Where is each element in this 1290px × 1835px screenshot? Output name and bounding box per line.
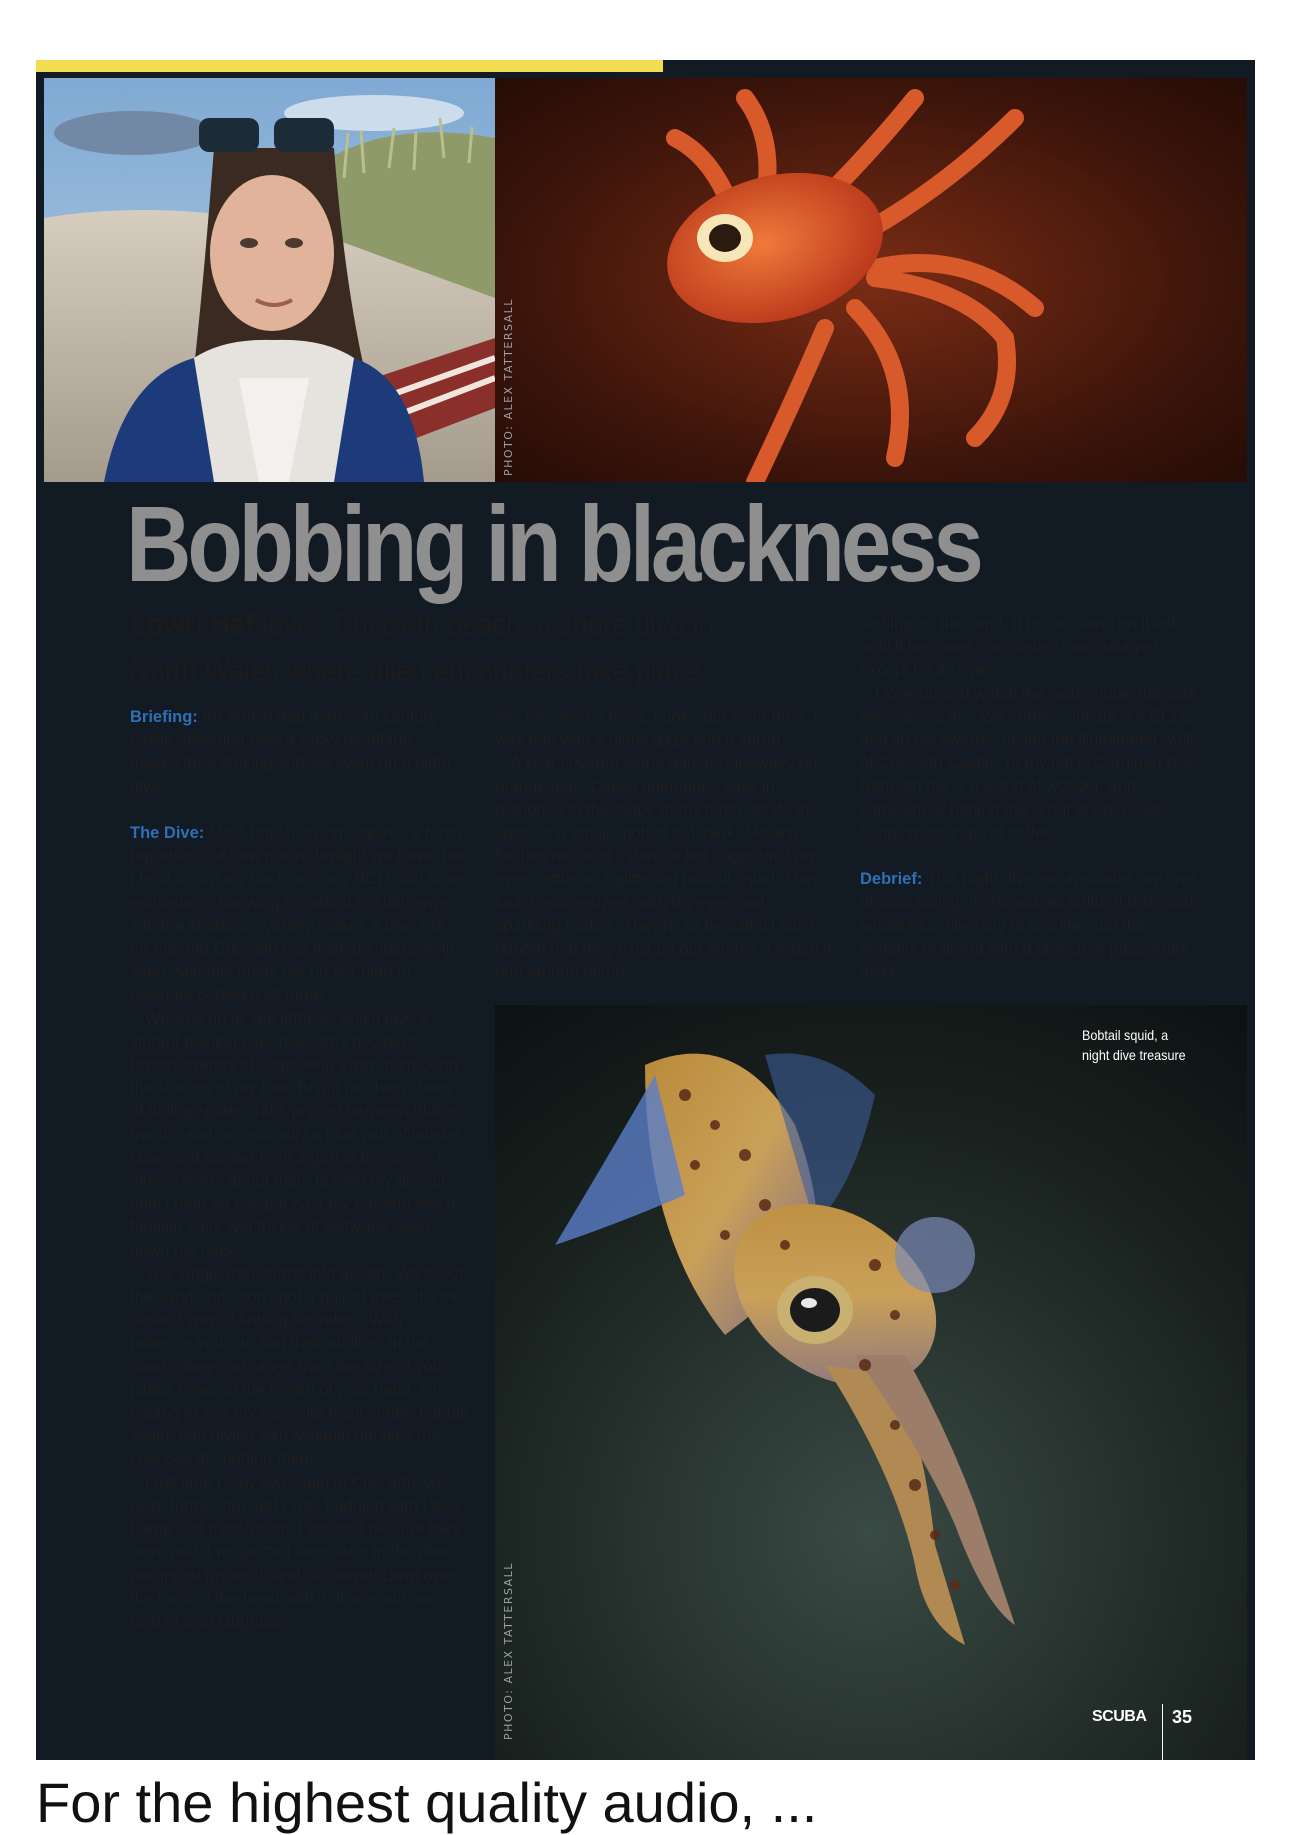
dive-paragraph-1	[130, 822, 468, 1008]
bobtail-squid-photo	[495, 1005, 1247, 1760]
dive-text-1: Most British diving requires a torch regardless of how much daylight we have, but I tend to clip my torch onto my BCD with more enthusiasm knowing I'm about to submerge into the shadows. Variety makes a dive site for me and Criccieth has it all: boulders, kelp, sand. Melanie briefs me on her plan to navigate between all three.	[130, 824, 466, 1005]
body-column-2	[495, 706, 833, 984]
caption-line-2: night dive treasure	[1082, 1047, 1186, 1063]
caption-line-1: Bobtail squid, a	[1082, 1027, 1169, 1043]
dive-paragraph-2: We sink on to sea lettuce, which lays a vibrant blanket over blue-grey boulders. Brown strands of sugar kelp sway, mimicking the strands of my hair. Bright pinching claws of hiding spider crabs pop up between ribbon fronds, and occasionally a blue pair of lobster claws will appear from a gap in the crags. I almost worry about them tearing my drysuit, until I hear air escape past my ear and feel a familiar cold, wet trickle of saltwater seep down my neck.	[130, 1009, 462, 1260]
author-name: Lowri Haf	[130, 606, 255, 641]
headline: Bobbing in blackness	[126, 483, 980, 604]
page-number: 35	[1172, 1707, 1193, 1727]
standfirst-text: loves Criccieth beach, a shore dive in North Wales where alien encounters take place	[130, 606, 714, 688]
dive-label: The Dive:	[130, 824, 205, 842]
standfirst	[130, 600, 746, 694]
debrief-paragraph	[860, 868, 1205, 984]
briefing-paragraph	[130, 706, 468, 799]
debrief-text: This night dive encapsulates my love of local diving. It showcases cultural-historical landmarks, diversity of sea life, and the benefits of diving with a branch of passionate divers.	[860, 870, 1197, 982]
body-column-3	[860, 613, 1205, 984]
photo-credit-bottom: PHOTO: ALEX TATTERSALL	[502, 1562, 515, 1740]
briefing-label: Briefing:	[130, 708, 198, 726]
next-page-text: For the highest quality audio, ...	[36, 1771, 818, 1834]
octopus-photo	[495, 78, 1247, 482]
briefing-text: An illuminated thirteenth century castle, towering over a rocky headland, makes for a striking surface swim on a night dive.	[130, 708, 451, 796]
mid-paragraph-2: A kelp-covered stone dances sideways on orange legs. Dahlia anemones glow in response to the swipe of my torch, as do the spots of a small spotted catshark. Melanie flashes me, and I stare at her finger until my eyes settle on a glittering bobtail squid. They look figurine-sized, with big eyes and sparkling bodies. They're so beautiful I can't fathom that they exist on our shores. I watch it bob around before	[495, 754, 832, 982]
mid-paragraph-1: for “I've seen a thing. Look!” but even then, I was met with a blank gaze and a shrug.	[495, 708, 818, 750]
photo-credit-top: PHOTO: ALEX TATTERSALL	[502, 298, 515, 476]
folio-divider	[1162, 1704, 1163, 1760]
debrief-label: Debrief:	[860, 870, 923, 889]
author-portrait-photo	[44, 78, 495, 482]
accent-bar	[36, 60, 663, 72]
right-paragraph-1: settling on the sand. It tosses sand on itself until it becomes completely camouflaged except for its eyes.	[860, 615, 1176, 680]
body-column-1	[130, 706, 468, 1634]
magazine-brand: SCUBA	[1092, 1708, 1147, 1725]
photo-caption	[1082, 1025, 1186, 1065]
right-paragraph-2: I look up and watch the water ripple intricate lines above me. We surface, inflate our BCDs and fin backwards, facing the illuminated walls of Criccieth Castle. To my left is Cardigan Bay. Beneath me is a world of wonder, and somewhere behind me is our shore cover handing out cups of coffee.	[860, 684, 1199, 842]
dive-paragraph-4: Last time I saw two squid in Criccieth, we were further out and I was buddied with Dewi. Large and translucent, I couldn't be sure they were real. I re-spotted them later in the dive, unclipped my torch and clobbered Dewi over the back of the head with it. It was our own kind of sign language	[130, 1473, 464, 1631]
dive-paragraph-3: The jungle transforms into desert. We scour the sand and soon spot a pair of eyes. It's the easiest way of finding flounders. With patience you can find their outlines in the sand – they can range from the size of your pinkie finger to the length of your hand. I'm hoping to see my favourite night critter: bobtail squid, and diving with Melanie doubles my chances of spotting them.	[130, 1264, 468, 1469]
